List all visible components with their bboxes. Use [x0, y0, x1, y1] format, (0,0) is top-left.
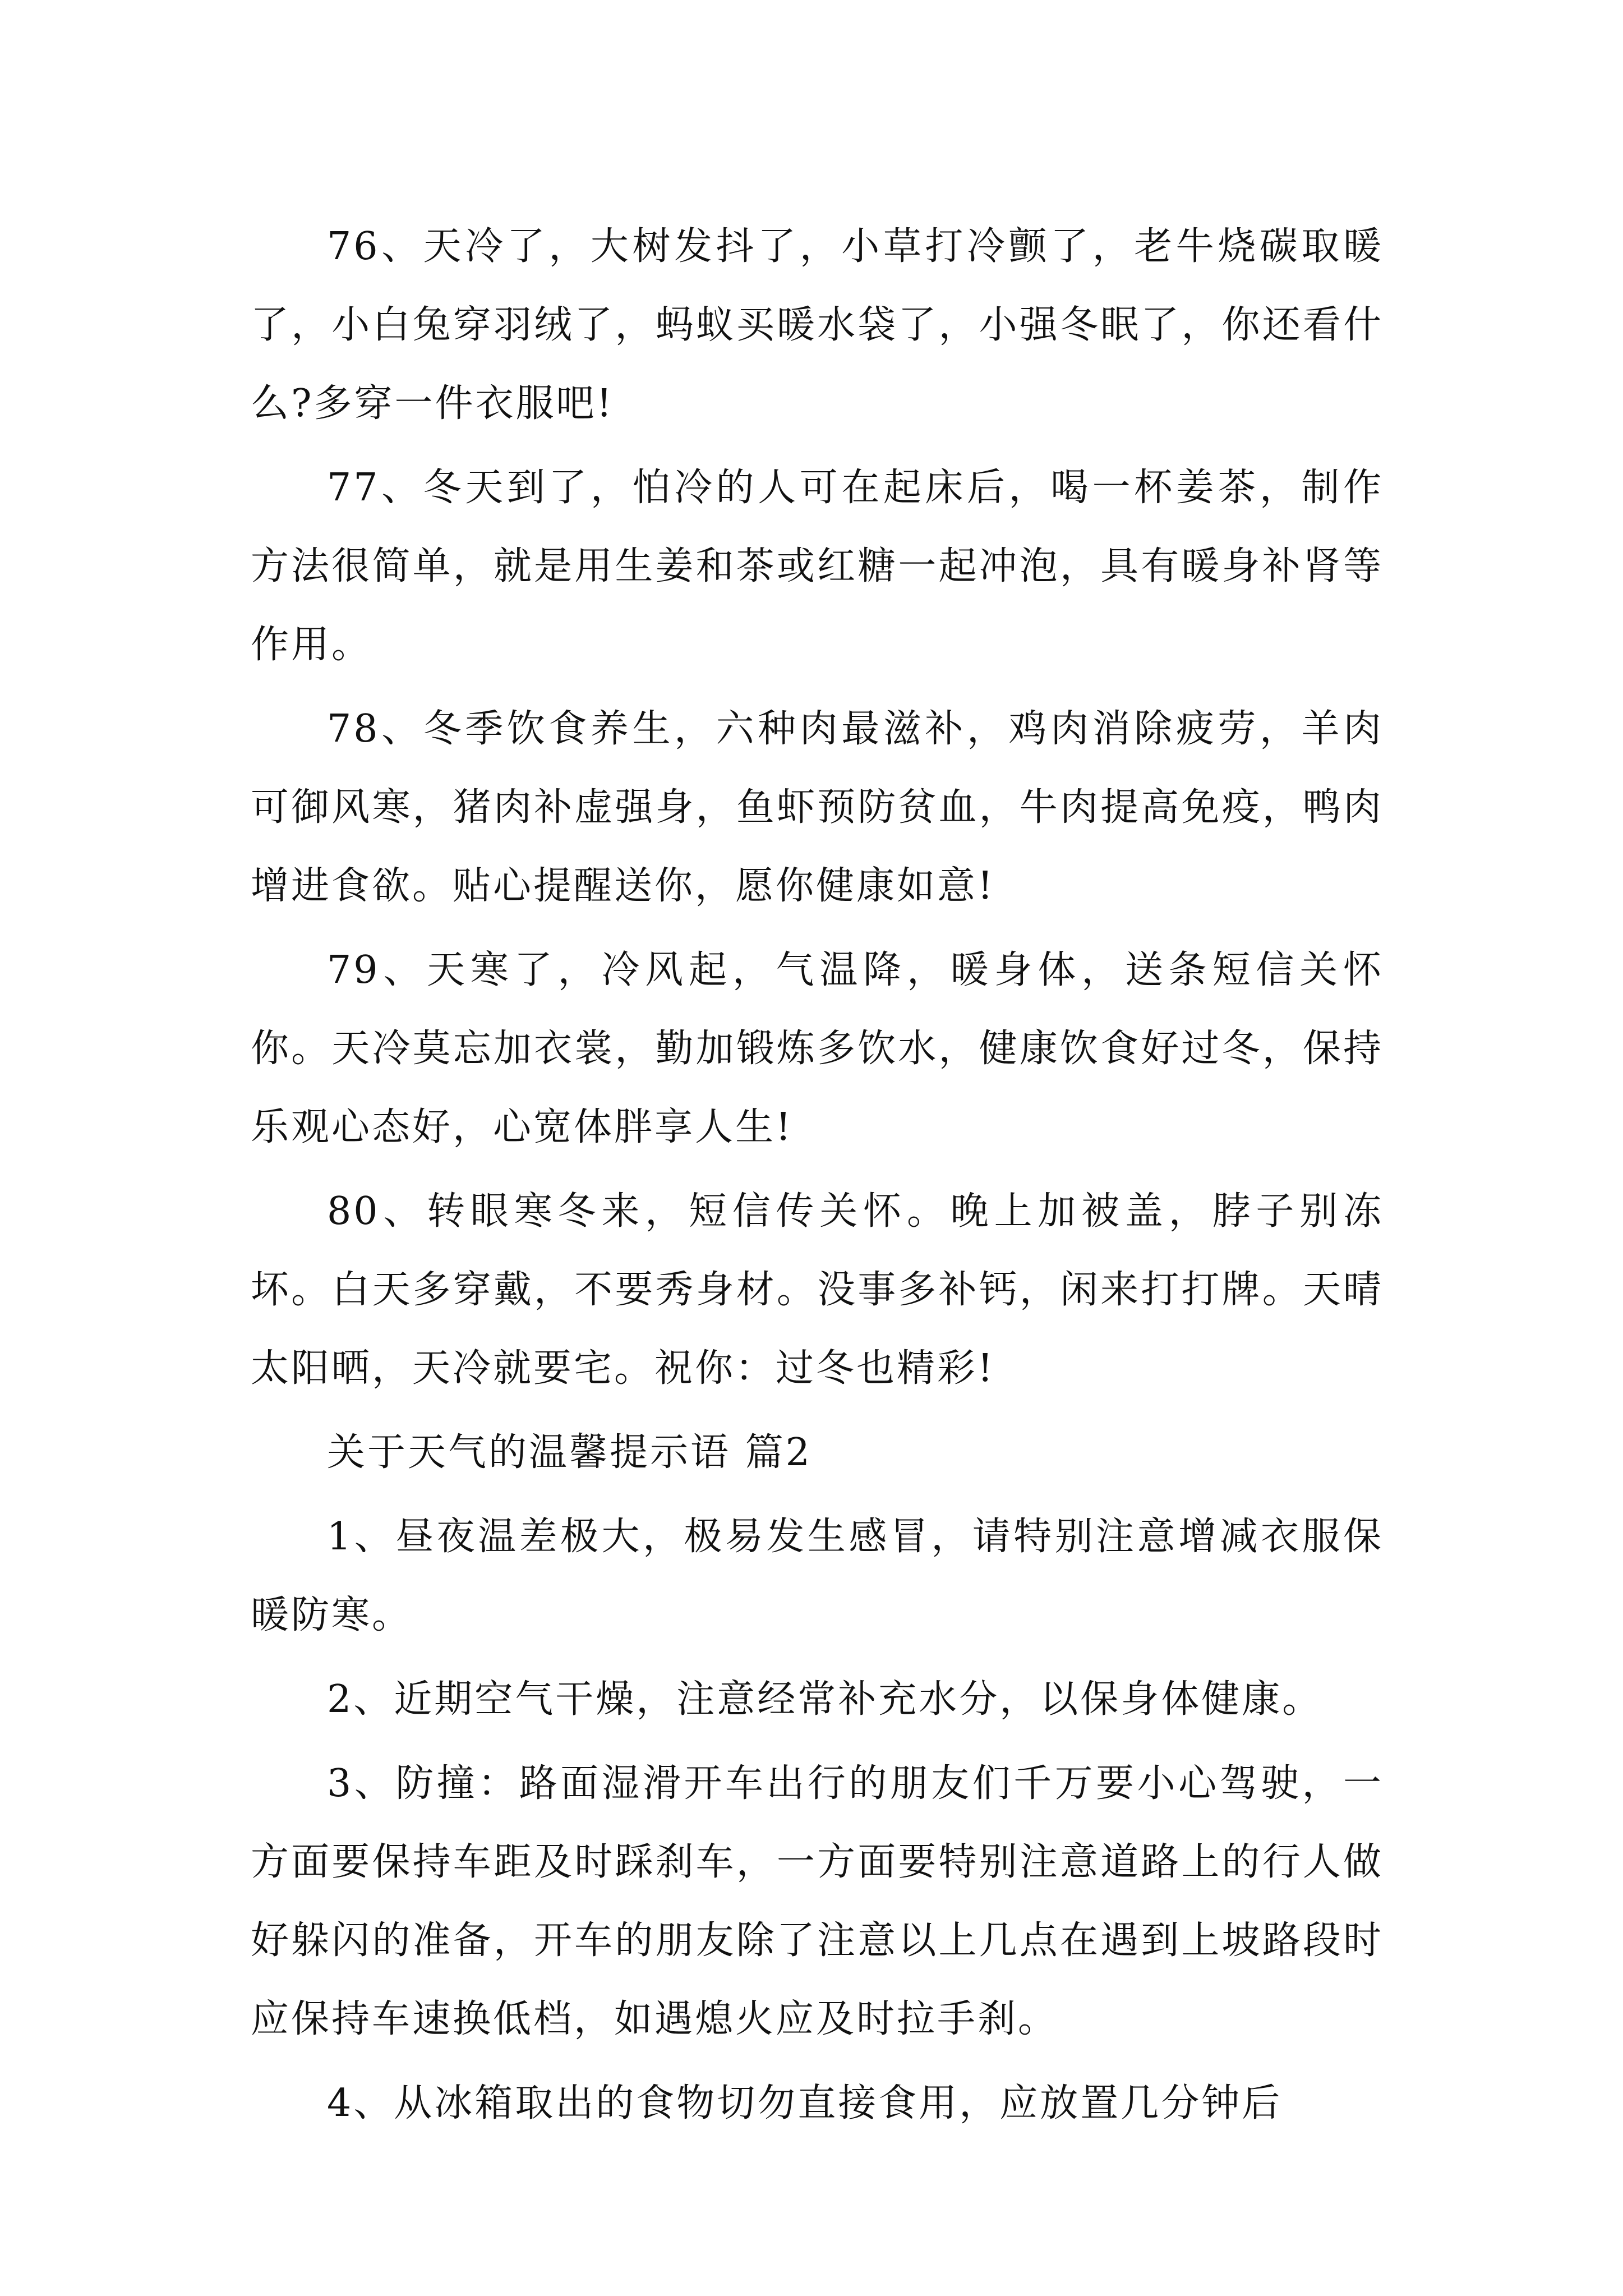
paragraph-2: 2、近期空气干燥，注意经常补充水分，以保身体健康。 — [327, 1677, 1323, 1722]
paragraph-78: 78、冬季饮食养生，六种肉最滋补，鸡肉消除疲劳，羊肉可御风寒，猪肉补虚强身，鱼虾预防贫血，牛肉提高免疫，鸭肉增进食欲。贴心提醒送你，愿你健康如意! — [251, 707, 1384, 908]
document-body — [251, 208, 1384, 2148]
section-heading: 关于天气的温馨提示语 篇2 — [327, 1430, 812, 1475]
paragraph-80: 80、转眼寒冬来，短信传关怀。晚上加被盖，脖子别冻坏。白天多穿戴，不要秀身材。没事多补钙，闲来打打牌。天晴太阳晒，天冷就要宅。祝你：过冬也精彩! — [251, 1189, 1384, 1391]
paragraph-1: 1、昼夜温差极大，极易发生感冒，请特别注意增减衣服保暖防寒。 — [251, 1515, 1384, 1637]
paragraph-4: 4、从冰箱取出的食物切勿直接食用，应放置几分钟后 — [327, 2081, 1283, 2125]
paragraph-79: 79、天寒了，冷风起，气温降，暖身体，送条短信关怀你。天冷莫忘加衣裳，勤加锻炼多饮水，健康饮食好过冬，保持乐观心态好，心宽体胖享人生! — [251, 948, 1384, 1149]
paragraph-76: 76、天冷了，大树发抖了，小草打冷颤了，老牛烧碳取暖了，小白兔穿羽绒了，蚂蚁买暖水袋了，小强冬眠了，你还看什么?多穿一件衣服吧! — [251, 224, 1384, 426]
paragraph-77: 77、冬天到了，怕冷的人可在起床后，喝一杯姜茶，制作方法很简单，就是用生姜和茶或红糖一起冲泡，具有暖身补肾等作用。 — [251, 466, 1384, 667]
paragraph-3: 3、防撞：路面湿滑开车出行的朋友们千万要小心驾驶，一方面要保持车距及时踩刹车，一方面要特别注意道路上的行人做好躲闪的准备，开车的朋友除了注意以上几点在遇到上坡路段时应保持车速换低档，如遇熄火应及时拉手刹。 — [251, 1761, 1384, 2041]
